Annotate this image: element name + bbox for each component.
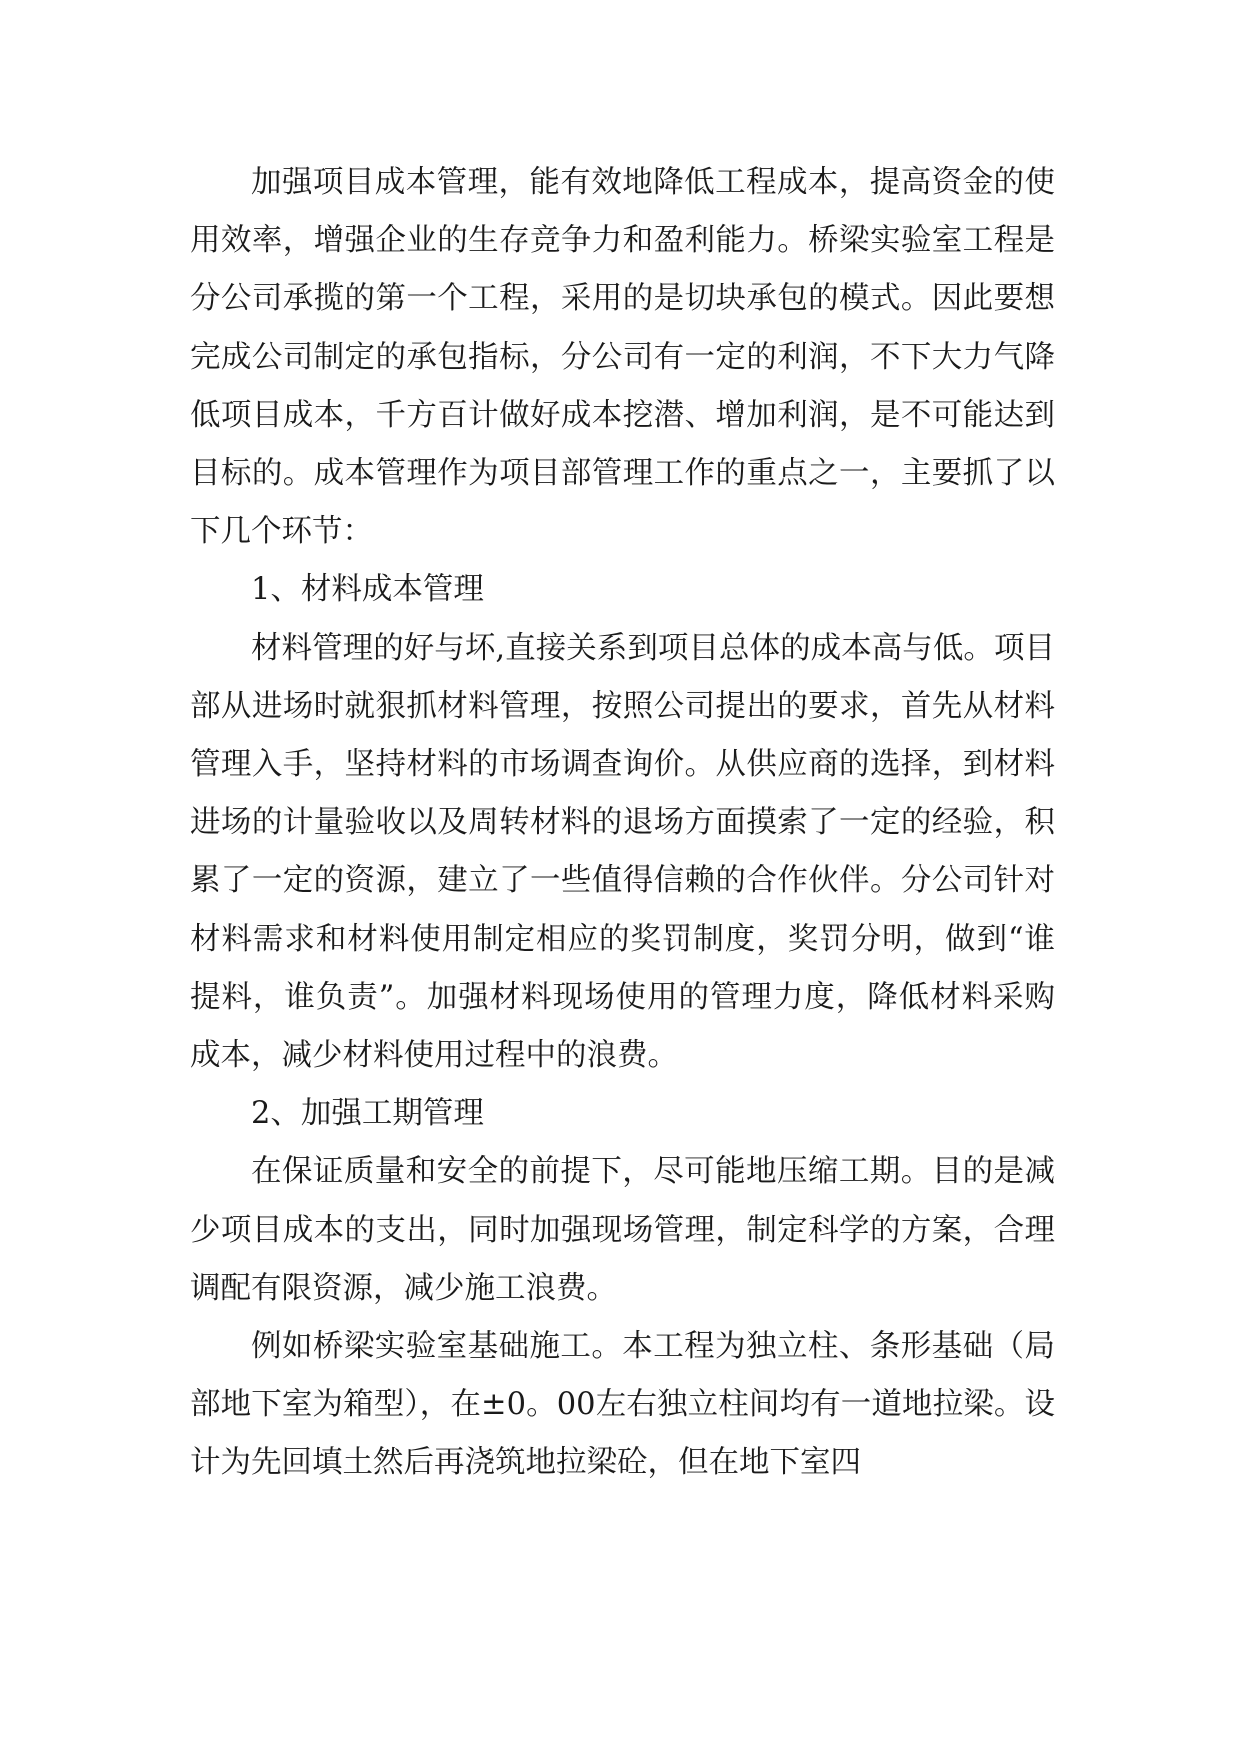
paragraph-schedule-management: 在保证质量和安全的前提下，尽可能地压缩工期。目的是减少项目成本的支出，同时加强现场管理，制定科学的方案，合理调配有限资源，减少施工浪费。 xyxy=(190,1154,1055,1306)
document-body xyxy=(190,154,1055,1493)
paragraph-example: 例如桥梁实验室基础施工。本工程为独立柱、条形基础（局部地下室为箱型），在±0。00左右独立柱间均有一道地拉梁。设计为先回填土然后再浇筑地拉梁砼，但在地下室四 xyxy=(190,1329,1055,1481)
section-heading-schedule: 2、加强工期管理 xyxy=(251,1096,484,1132)
paragraph-material-management: 材料管理的好与坏,直接关系到项目总体的成本高与低。项目部从进场时就狠抓材料管理，按照公司提出的要求，首先从材料管理入手，坚持材料的市场调查询价。从供应商的选择，到材料进场的计量验收以及周转材料的退场方面摸索了一定的经验，积累了一定的资源，建立了一些值得信赖的合作伙伴。分公司针对材料需求和材料使用制定相应的奖罚制度，奖罚分明，做到“谁提料，谁负责”。加强材料现场使用的管理力度，降低材料采购成本，减少材料使用过程中的浪费。 xyxy=(190,630,1055,1074)
paragraph-intro: 加强项目成本管理，能有效地降低工程成本，提高资金的使用效率，增强企业的生存竞争力和盈利能力。桥梁实验室工程是分公司承揽的第一个工程，采用的是切块承包的模式。因此要想完成公司制定的承包指标，分公司有一定的利润，不下大力气降低项目成本，千方百计做好成本挖潜、增加利润，是不可能达到目标的。成本管理作为项目部管理工作的重点之一，主要抓了以下几个环节： xyxy=(190,165,1055,550)
section-heading-material-cost: 1、材料成本管理 xyxy=(251,572,484,608)
